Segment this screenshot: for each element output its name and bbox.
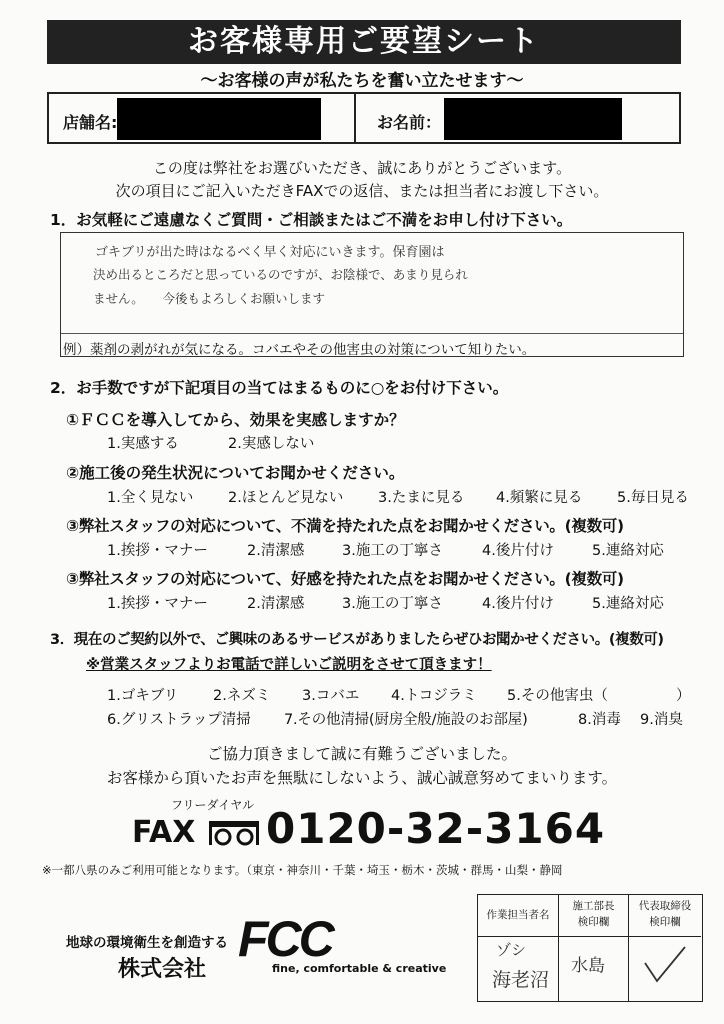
customer-name-redacted (444, 98, 622, 140)
question-4-option-3[interactable]: 3.施工の丁寧さ (342, 596, 443, 612)
stamp-table (477, 894, 703, 1002)
closing-line-2: お客様から頂いたお声を無駄にしないよう、誠心誠意努めてまいります。 (106, 769, 618, 787)
service-option-5-close: ） (676, 688, 691, 704)
service-option-4[interactable]: 4.トコジラミ (391, 688, 477, 704)
service-option-9[interactable]: 9.消臭 (640, 712, 683, 728)
question-3-option-2[interactable]: 2.清潔感 (247, 543, 305, 559)
ceo-header-line-1: 代表取締役 (638, 900, 692, 912)
company-tagline: 地球の環境衛生を創造する (66, 935, 228, 951)
stamp-col-manager (558, 895, 628, 1001)
freedial-label: フリーダイヤル (171, 798, 255, 812)
section-3-note: ※営業スタッフよりお電話で詳しいご説明をさせて頂きます！ (86, 657, 492, 673)
closing-line-1: ご協力頂きまして誠に有難うございました。 (206, 745, 517, 763)
service-option-1[interactable]: 1.ゴキブリ (107, 688, 179, 704)
service-area-note: ※一都八県のみご利用可能となります。（東京・神奈川・千葉・埼玉・栃木・茨城・群馬・山梨・静岡 (42, 863, 563, 877)
question-1-title: ①ＦＣＣを導入してから、効果を実感しますか？ (66, 411, 405, 429)
staff-signature-2: 海老沼 (492, 969, 550, 991)
example-divider (61, 333, 683, 334)
question-3-option-1[interactable]: 1.挨拶・マナー (107, 543, 208, 559)
question-4-option-2[interactable]: 2.清潔感 (247, 596, 305, 612)
section-2-heading: 2．お手数ですが下記項目の当てはまるものに○をお付け下さい。 (50, 379, 509, 397)
question-4-title: ③弊社スタッフの対応について、好感を持たれた点をお聞かせください。(複数可) (66, 570, 624, 588)
manager-header-line-2: 検印欄 (577, 916, 610, 928)
customer-name-label: お名前： (377, 113, 442, 132)
freedial-icon (208, 820, 260, 846)
question-3-title: ③弊社スタッフの対応について、不満を持たれた点をお聞かせください。(複数可) (66, 517, 624, 535)
question-2-option-4[interactable]: 4.頻繁に見る (496, 490, 583, 506)
question-1-option-1[interactable]: 1.実感する (107, 436, 179, 452)
store-label: 店舗名: (63, 113, 118, 132)
staff-signature-1: ゾシ (496, 941, 527, 959)
page-subtitle: ～お客様の声が私たちを奮い立たせます～ (200, 71, 524, 91)
service-option-7[interactable]: 7.その他清掃(厨房全般/施設のお部屋) (284, 712, 528, 728)
page-title: お客様専用ご要望シート (47, 20, 681, 64)
fax-number: 0120-32-3164 (266, 804, 606, 853)
question-2-option-5[interactable]: 5.毎日見る (617, 490, 689, 506)
store-name-redacted (117, 98, 321, 140)
name-row (47, 92, 681, 144)
service-option-3[interactable]: 3.コバエ (302, 688, 360, 704)
stamp-col-ceo-header (629, 895, 701, 937)
question-1-option-2[interactable]: 2.実感しない (228, 436, 315, 452)
question-2-title: ②施工後の発生状況についてお聞かせください。 (66, 464, 405, 482)
question-2-option-1[interactable]: 1.全く見ない (107, 490, 194, 506)
question-2-option-3[interactable]: 3.たまに見る (378, 490, 465, 506)
question-3-option-5[interactable]: 5.連絡対応 (592, 543, 664, 559)
intro-line-1: この度は弊社をお選びいただき、誠にありがとうございます。 (152, 159, 572, 177)
stamp-col-staff (478, 895, 558, 1001)
company-slogan: fine, comfortable & creative (272, 962, 447, 975)
check-mark-icon (641, 943, 689, 987)
manager-header-line-1: 施工部長 (572, 900, 615, 912)
comment-box[interactable] (60, 232, 684, 357)
name-row-divider (354, 94, 356, 142)
stamp-col-ceo (628, 895, 701, 1001)
question-3-option-4[interactable]: 4.後片付け (482, 543, 554, 559)
ceo-header-line-2: 検印欄 (649, 916, 681, 928)
question-4-option-5[interactable]: 5.連絡対応 (592, 596, 664, 612)
company-prefix: 株式会社 (118, 957, 207, 982)
question-4-option-4[interactable]: 4.後片付け (482, 596, 554, 612)
example-text: 例）薬剤の剥がれが気になる。コバエやその他害虫の対策について知りたい。 (63, 342, 536, 358)
handwritten-line-2: 決め出るところだと思っているのですが、お陰様で、あまり見られ (93, 267, 468, 282)
service-option-5[interactable]: 5.その他害虫（ (507, 688, 608, 704)
section-3-heading: 3．現在のご契約以外で、ご興味のあるサービスがありましたらぜひお聞かせください。(複数可) (50, 632, 664, 648)
question-2-option-2[interactable]: 2.ほとんど見ない (228, 490, 344, 506)
fcc-logo: FCC (238, 911, 332, 967)
handwritten-line-1: ゴキブリが出た時はなるべく早く対応にいきます。保育園は (95, 245, 445, 260)
section-1-heading: 1．お気軽にご遠慮なくご質問・ご相談またはご不満をお申し付け下さい。 (50, 211, 573, 229)
handwritten-line-3: ません。 今後もよろしくお願いします (93, 291, 326, 306)
service-option-2[interactable]: 2.ネズミ (213, 688, 271, 704)
stamp-col-staff-header: 作業担当者名 (478, 895, 558, 937)
stamp-col-manager-header (559, 895, 628, 937)
question-4-option-1[interactable]: 1.挨拶・マナー (107, 596, 208, 612)
fax-label: FAX (132, 815, 196, 850)
service-option-8[interactable]: 8.消毒 (578, 712, 621, 728)
intro-line-2: 次の項目にご記入いただきFAXでの返信、または担当者にお渡し下さい。 (115, 182, 609, 200)
service-option-6[interactable]: 6.グリストラップ清掃 (107, 712, 251, 728)
question-3-option-3[interactable]: 3.施工の丁寧さ (342, 543, 443, 559)
manager-signature: 水島 (571, 956, 605, 976)
